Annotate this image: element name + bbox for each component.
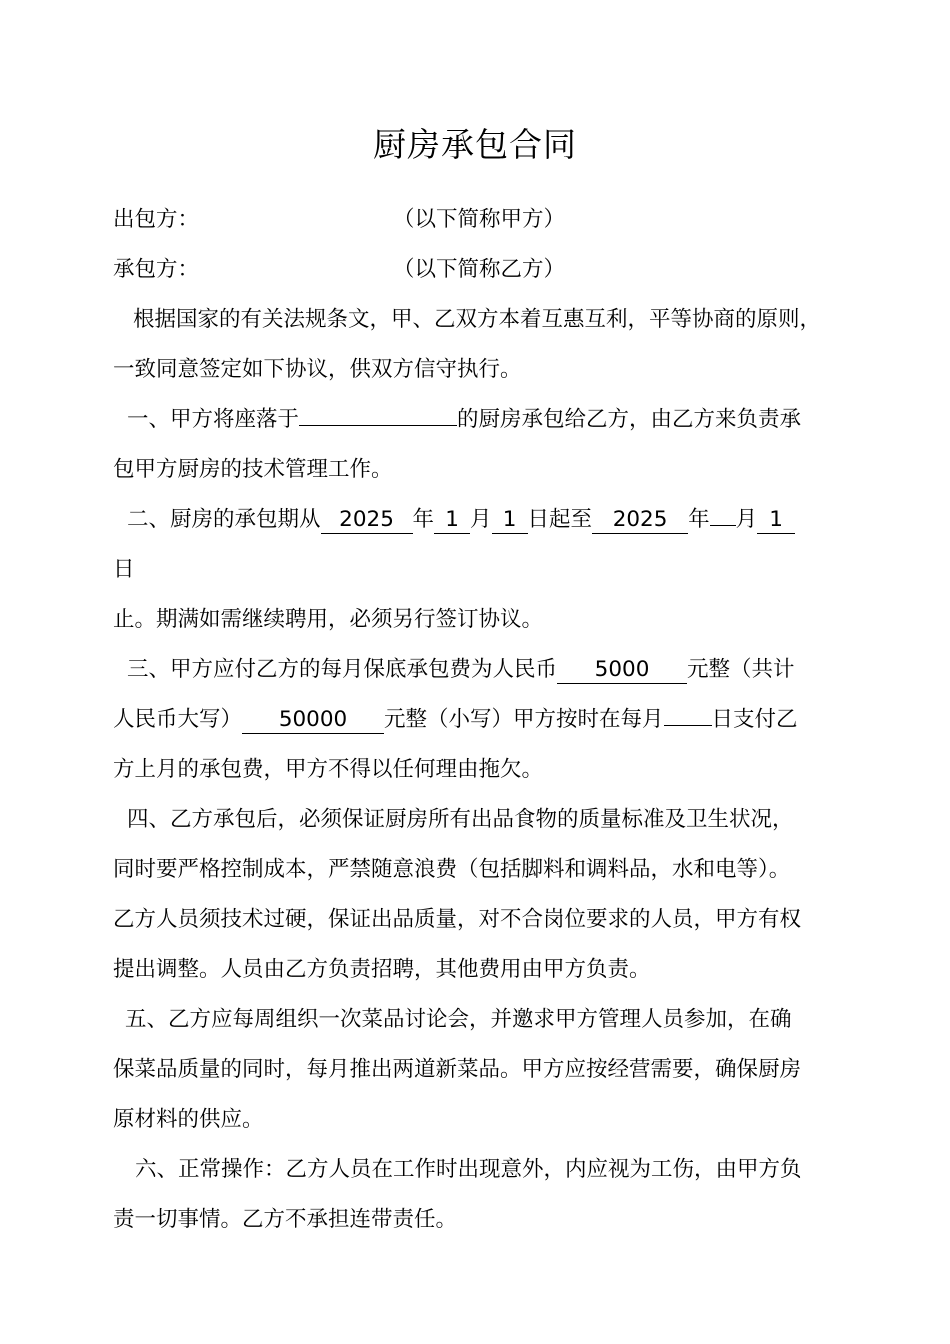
year-char: 年 xyxy=(412,507,435,532)
clause-4-line-1: 四、乙方承包后，必须保证厨房所有出品食物的质量标准及卫生状况， xyxy=(127,807,794,832)
party-b-line xyxy=(113,255,843,285)
clause-4-line-2: 同时要严格控制成本，严禁随意浪费（包括脚料和调料品，水和电等）。 xyxy=(113,857,791,882)
start-year-blank: 2025 xyxy=(321,507,413,534)
clause-1-suffix: 的厨房承包给乙方，由乙方来负责承 xyxy=(457,407,802,432)
start-day-blank: 1 xyxy=(492,507,528,534)
party-b-label: 承包方： xyxy=(113,257,200,282)
clause-6-line-2: 责一切事情。乙方不承担连带责任。 xyxy=(113,1207,458,1232)
clause-5-line-1: 五、乙方应每周组织一次菜品讨论会，并邀求甲方管理人员参加，在确 xyxy=(125,1007,792,1032)
monthly-fee-blank: 5000 xyxy=(557,657,687,684)
clause-2-line-2: 日 xyxy=(113,557,135,582)
clause-3-l2-suffix: 日支付乙 xyxy=(711,707,798,732)
clause-5-line-2: 保菜品质量的同时，每月推出两道新菜品。甲方应按经营需要，确保厨房 xyxy=(113,1057,802,1082)
clause-2-line-1 xyxy=(113,505,857,535)
end-day-blank: 1 xyxy=(757,507,795,534)
clause-3-l2-mid: 元整（小写）甲方按时在每月 xyxy=(384,707,664,732)
end-year-blank: 2025 xyxy=(592,507,688,534)
pay-day-blank xyxy=(664,725,712,726)
start-month-blank: 1 xyxy=(434,507,470,534)
party-a-note: （以下简称甲方） xyxy=(393,207,566,232)
clause-1-line-1 xyxy=(113,405,857,435)
party-a-line xyxy=(113,205,843,235)
clause-3-l2-prefix: 人民币大写） xyxy=(113,707,243,732)
party-b-note: （以下简称乙方） xyxy=(393,257,566,282)
clause-3-line-3: 方上月的承包费，甲方不得以任何理由拖欠。 xyxy=(113,757,544,782)
end-month-blank xyxy=(710,525,736,526)
clause-2-prefix: 二、厨房的承包期从 xyxy=(127,507,321,532)
month-char: 月 xyxy=(470,507,492,532)
fee-words-blank: 50000 xyxy=(242,707,384,734)
party-a-label: 出包方： xyxy=(113,207,200,232)
clause-4-line-3: 乙方人员须技术过硬，保证出品质量，对不合岗位要求的人员，甲方有权 xyxy=(113,907,802,932)
document-title: 厨房承包合同 xyxy=(373,125,577,164)
clause-5-line-3: 原材料的供应。 xyxy=(113,1107,264,1132)
location-blank xyxy=(299,425,457,426)
end-month-char: 月 xyxy=(735,507,758,532)
clause-1-line-2: 包甲方厨房的技术管理工作。 xyxy=(113,457,393,482)
clause-3-line-2 xyxy=(113,705,843,735)
clause-2-line-3: 止。期满如需继续聘用，必须另行签订协议。 xyxy=(113,607,544,632)
clause-3-line-1 xyxy=(113,655,857,685)
clause-2-mid: 日起至 xyxy=(527,507,593,532)
end-year-char: 年 xyxy=(688,507,710,532)
clause-3-suffix: 元整（共计 xyxy=(687,657,795,682)
clause-6-line-1: 六、正常操作：乙方人员在工作时出现意外，内应视为工伤，由甲方负 xyxy=(135,1157,802,1182)
intro-line-2: 一致同意签定如下协议，供双方信守执行。 xyxy=(113,357,522,382)
clause-3-prefix: 三、甲方应付乙方的每月保底承包费为人民币 xyxy=(127,657,558,682)
clause-4-line-4: 提出调整。人员由乙方负责招聘，其他费用由甲方负责。 xyxy=(113,957,651,982)
clause-1-prefix: 一、甲方将座落于 xyxy=(127,407,300,432)
intro-line-1: 根据国家的有关法规条文，甲、乙双方本着互惠互利，平等协商的原则， xyxy=(133,307,822,332)
